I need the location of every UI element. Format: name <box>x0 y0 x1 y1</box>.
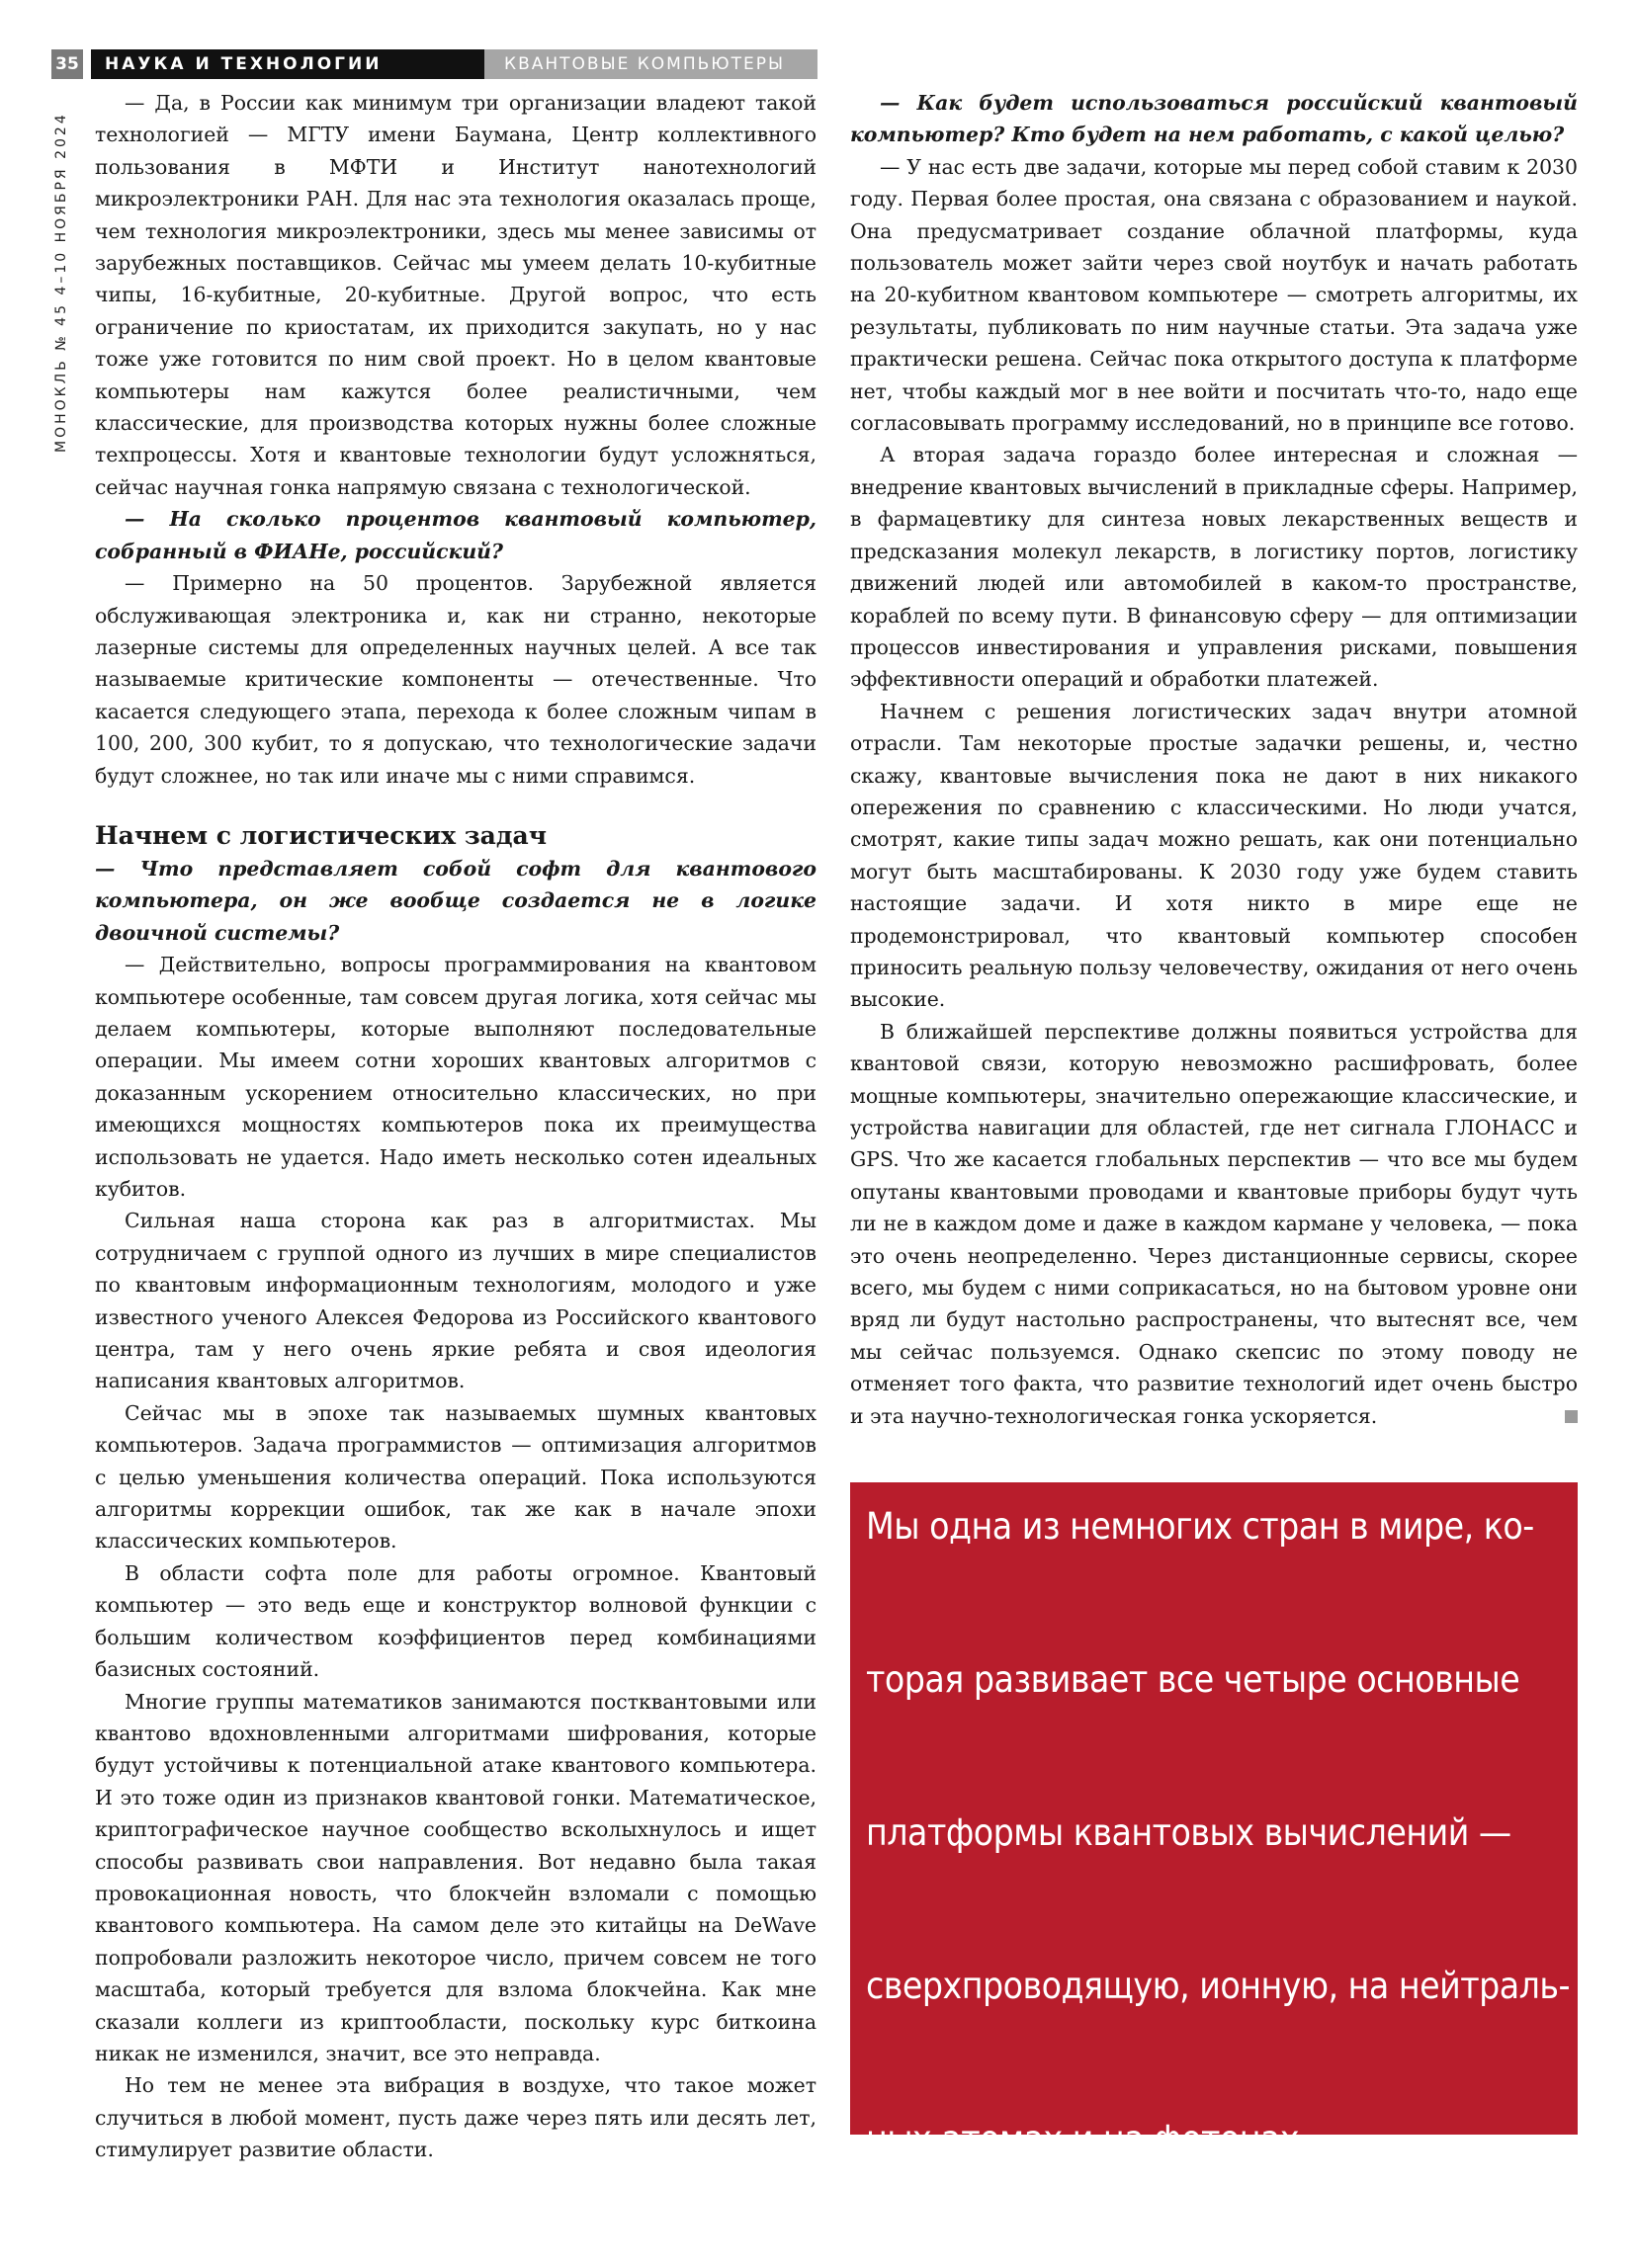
body-text: В ближайшей перспективе должны появиться устройства для квантовой связи, которую невозможно расшифровать, более мощные компьютеры, значительно опережающие классические, и устройства навигации для областей, где нет сигнала ГЛОНАСС и GPS. Что же касается глобальных перспектив — что все мы будем опутаны квантовыми проводами и квантовые приборы будут чуть ли не в каждом доме и даже в каждом кармане у человека, — пока это очень неопределенно. Через дистанционные сервисы, скорее всего, мы будем с ними соприкасаться, но на бытовом уровне они вряд ли будут настольно распространены, что вытеснят все, чем мы сейчас пользуемся. Однако скепсис по этому поводу не отменяет того факта, что развитие технологий идет очень быстро и эта научно-технологическая гонка ускоряется. <box>850 1019 1578 1428</box>
pull-quote-line: торая развивает все четыре основные <box>866 1658 1520 1701</box>
article-column-right <box>850 87 1578 1432</box>
answer-paragraph: — Да, в России как минимум три организации владеют такой технологией — МГТУ имени Баумана, Центр коллективного пользования в МФТИ и Институт нанотехнологий микроэлектроники РАН. Для нас эта технология оказалась проще, чем технология микроэлектроники, здесь мы менее зависимы от зарубежных поставщиков. Сейчас мы умеем делать 10-кубитные чипы, 16-кубитные, 20-кубитные. Другой вопрос, что есть ограничение по криостатам, их приходится закупать, но у нас тоже уже готовится по ним свой проект. Но в целом квантовые компьютеры нам кажутся более реалистичными, чем классические, для производства которых нужны более сложные техпроцессы. Хотя и квантовые технологии будут усложняться, сейчас научная гонка напрямую связана с технологической. <box>95 91 817 499</box>
answer-paragraph: — У нас есть две задачи, которые мы перед собой ставим к 2030 году. Первая более простая, она связана с образованием и наукой. Она предусматривает создание облачной платформы, куда пользователь может зайти через свой ноутбук и начать работать на 20-кубитном квантовом компьютере — смотреть алгоритмы, их результаты, публиковать по ним научные статьи. Эта задача уже практически решена. Сейчас пока открытого доступа к платформе нет, чтобы каждый мог в нее войти и посчитать что-то, надо еще согласовывать программу исследований, но в принципе все готово. <box>850 154 1578 436</box>
body-paragraph: А вторая задача гораздо более интересная и сложная — внедрение квантовых вычислений в прикладные сферы. Например, в фармацевтику для синтеза новых лекарственных веществ и предсказания молекул лекарств, в логистику портов, логистику движений людей или автомобилей в каком-то пространстве, кораблей по всему пути. В финансовую сферу — для оптимизации процессов инвестирования и управления рисками, повышения эффективности операций и обработки платежей. <box>850 443 1578 692</box>
body-paragraph: Сейчас мы в эпохе так называемых шумных квантовых компьютеров. Задача программистов — оптимизация алгоритмов с целью уменьшения количества операций. Пока используются алгоритмы коррекции ошибок, так же как в начале эпохи классических компьютеров. <box>95 1400 817 1554</box>
interview-question: — Что представляет собой софт для квантового компьютера, он же вообще создается не в логике двоичной системы? <box>95 856 817 945</box>
interview-question: — На сколько процентов квантовый компьютер, собранный в ФИАНе, российский? <box>95 507 817 563</box>
body-paragraph: Но тем не менее эта вибрация в воздухе, что такое может случиться в любой момент, пусть даже через пять или десять лет, стимулирует развитие области. <box>95 2073 817 2162</box>
body-paragraph: Сильная наша сторона как раз в алгоритмистах. Мы сотрудничаем с группой одного из лучших в мире специалистов по квантовым информационным технологиям, молодого и уже известного ученого Алексея Федорова из Российского квантового центра, там у него очень яркие ребята и своя идеология написания квантовых алгоритмов. <box>95 1209 817 1393</box>
pull-quote-line: Мы одна из немногих стран в мире, ко- <box>866 1505 1534 1548</box>
body-paragraph: В области софта поле для работы огромное. Квантовый компьютер — это ведь еще и конструктор волновой функции с большим количеством коэффициентов перед комбинациями базисных состояний. <box>95 1560 817 1682</box>
article-column-left <box>95 87 817 2166</box>
rubric-title: КВАНТОВЫЕ КОМПЬЮТЕРЫ <box>484 49 818 79</box>
page-header <box>51 49 818 79</box>
section-title: НАУКА И ТЕХНОЛОГИИ <box>91 49 484 79</box>
issue-side-label: МОНОКЛЬ № 45 4–10 НОЯБРЯ 2024 <box>53 112 69 453</box>
pull-quote-line: платформы квантовых вычислений — <box>866 1811 1511 1854</box>
body-paragraph: Многие группы математиков занимаются постквантовыми или квантово вдохновленными алгоритмами шифрования, которые будут устойчивы к потенциальной атаке квантового компьютера. И это тоже один из признаков квантовой гонки. Математическое, криптографическое научное сообщество всколыхнулось и ищет способы развивать свои направления. Вот недавно была такая провокационная новость, что блокчейн взломали с помощью квантового компьютера. На самом деле это китайцы на DeWave попробовали разложить некоторое число, причем совсем не того масштаба, который требуется для взлома блокчейна. Как мне сказали коллеги из криптообласти, поскольку курс биткоина никак не изменился, значит, все это неправда. <box>95 1689 817 2065</box>
pull-quote-line: сверхпроводящую, ионную, на нейтраль- <box>866 1965 1571 2007</box>
page-number: 35 <box>51 49 83 79</box>
end-of-article-mark <box>1565 1410 1578 1423</box>
pull-quote-line: ных атомах и на фотонах <box>866 2118 1300 2160</box>
answer-paragraph: — Примерно на 50 процентов. Зарубежной является обслуживающая электроника и, как ни странно, некоторые лазерные системы для определенных научных целей. А все так называемые критические компоненты — отечественные. Что касается следующего этапа, перехода к более сложным чипам в 100, 200, 300 кубит, то я допускаю, что технологические задачи будут сложнее, но так или иначе мы с ними справимся. <box>95 571 817 788</box>
body-paragraph <box>850 1016 1578 1432</box>
subheading: Начнем с логистических задач <box>95 820 548 850</box>
body-paragraph: Начнем с решения логистических задач внутри атомной отрасли. Там некоторые простые задачки решены, и, честно скажу, квантовые вычисления пока не дают в них никакого опережения по сравнению с классическими. Но люди учатся, смотрят, какие типы задач можно решать, как они потенциально могут быть масштабированы. К 2030 году уже будем ставить настоящие задачи. И хотя никто в мире еще не продемонстрировал, что квантовый компьютер способен приносить реальную пользу человечеству, ожидания от него очень высокие. <box>850 699 1578 1012</box>
interview-question: — Как будет использоваться российский квантовый компьютер? Кто будет на нем работать, с какой целью? <box>850 91 1578 147</box>
answer-paragraph: — Действительно, вопросы программирования на квантовом компьютере особенные, там совсем другая логика, хотя сейчас мы делаем компьютеры, которые выполняют последовательные операции. Мы имеем сотни хороших квантовых алгоритмов с доказанным ускорением относительно классических, но при имеющихся мощностях компьютеров пока их преимущества использовать не удается. Надо иметь несколько сотен идеальных кубитов. <box>95 953 817 1201</box>
pull-quote <box>850 1482 1578 2160</box>
